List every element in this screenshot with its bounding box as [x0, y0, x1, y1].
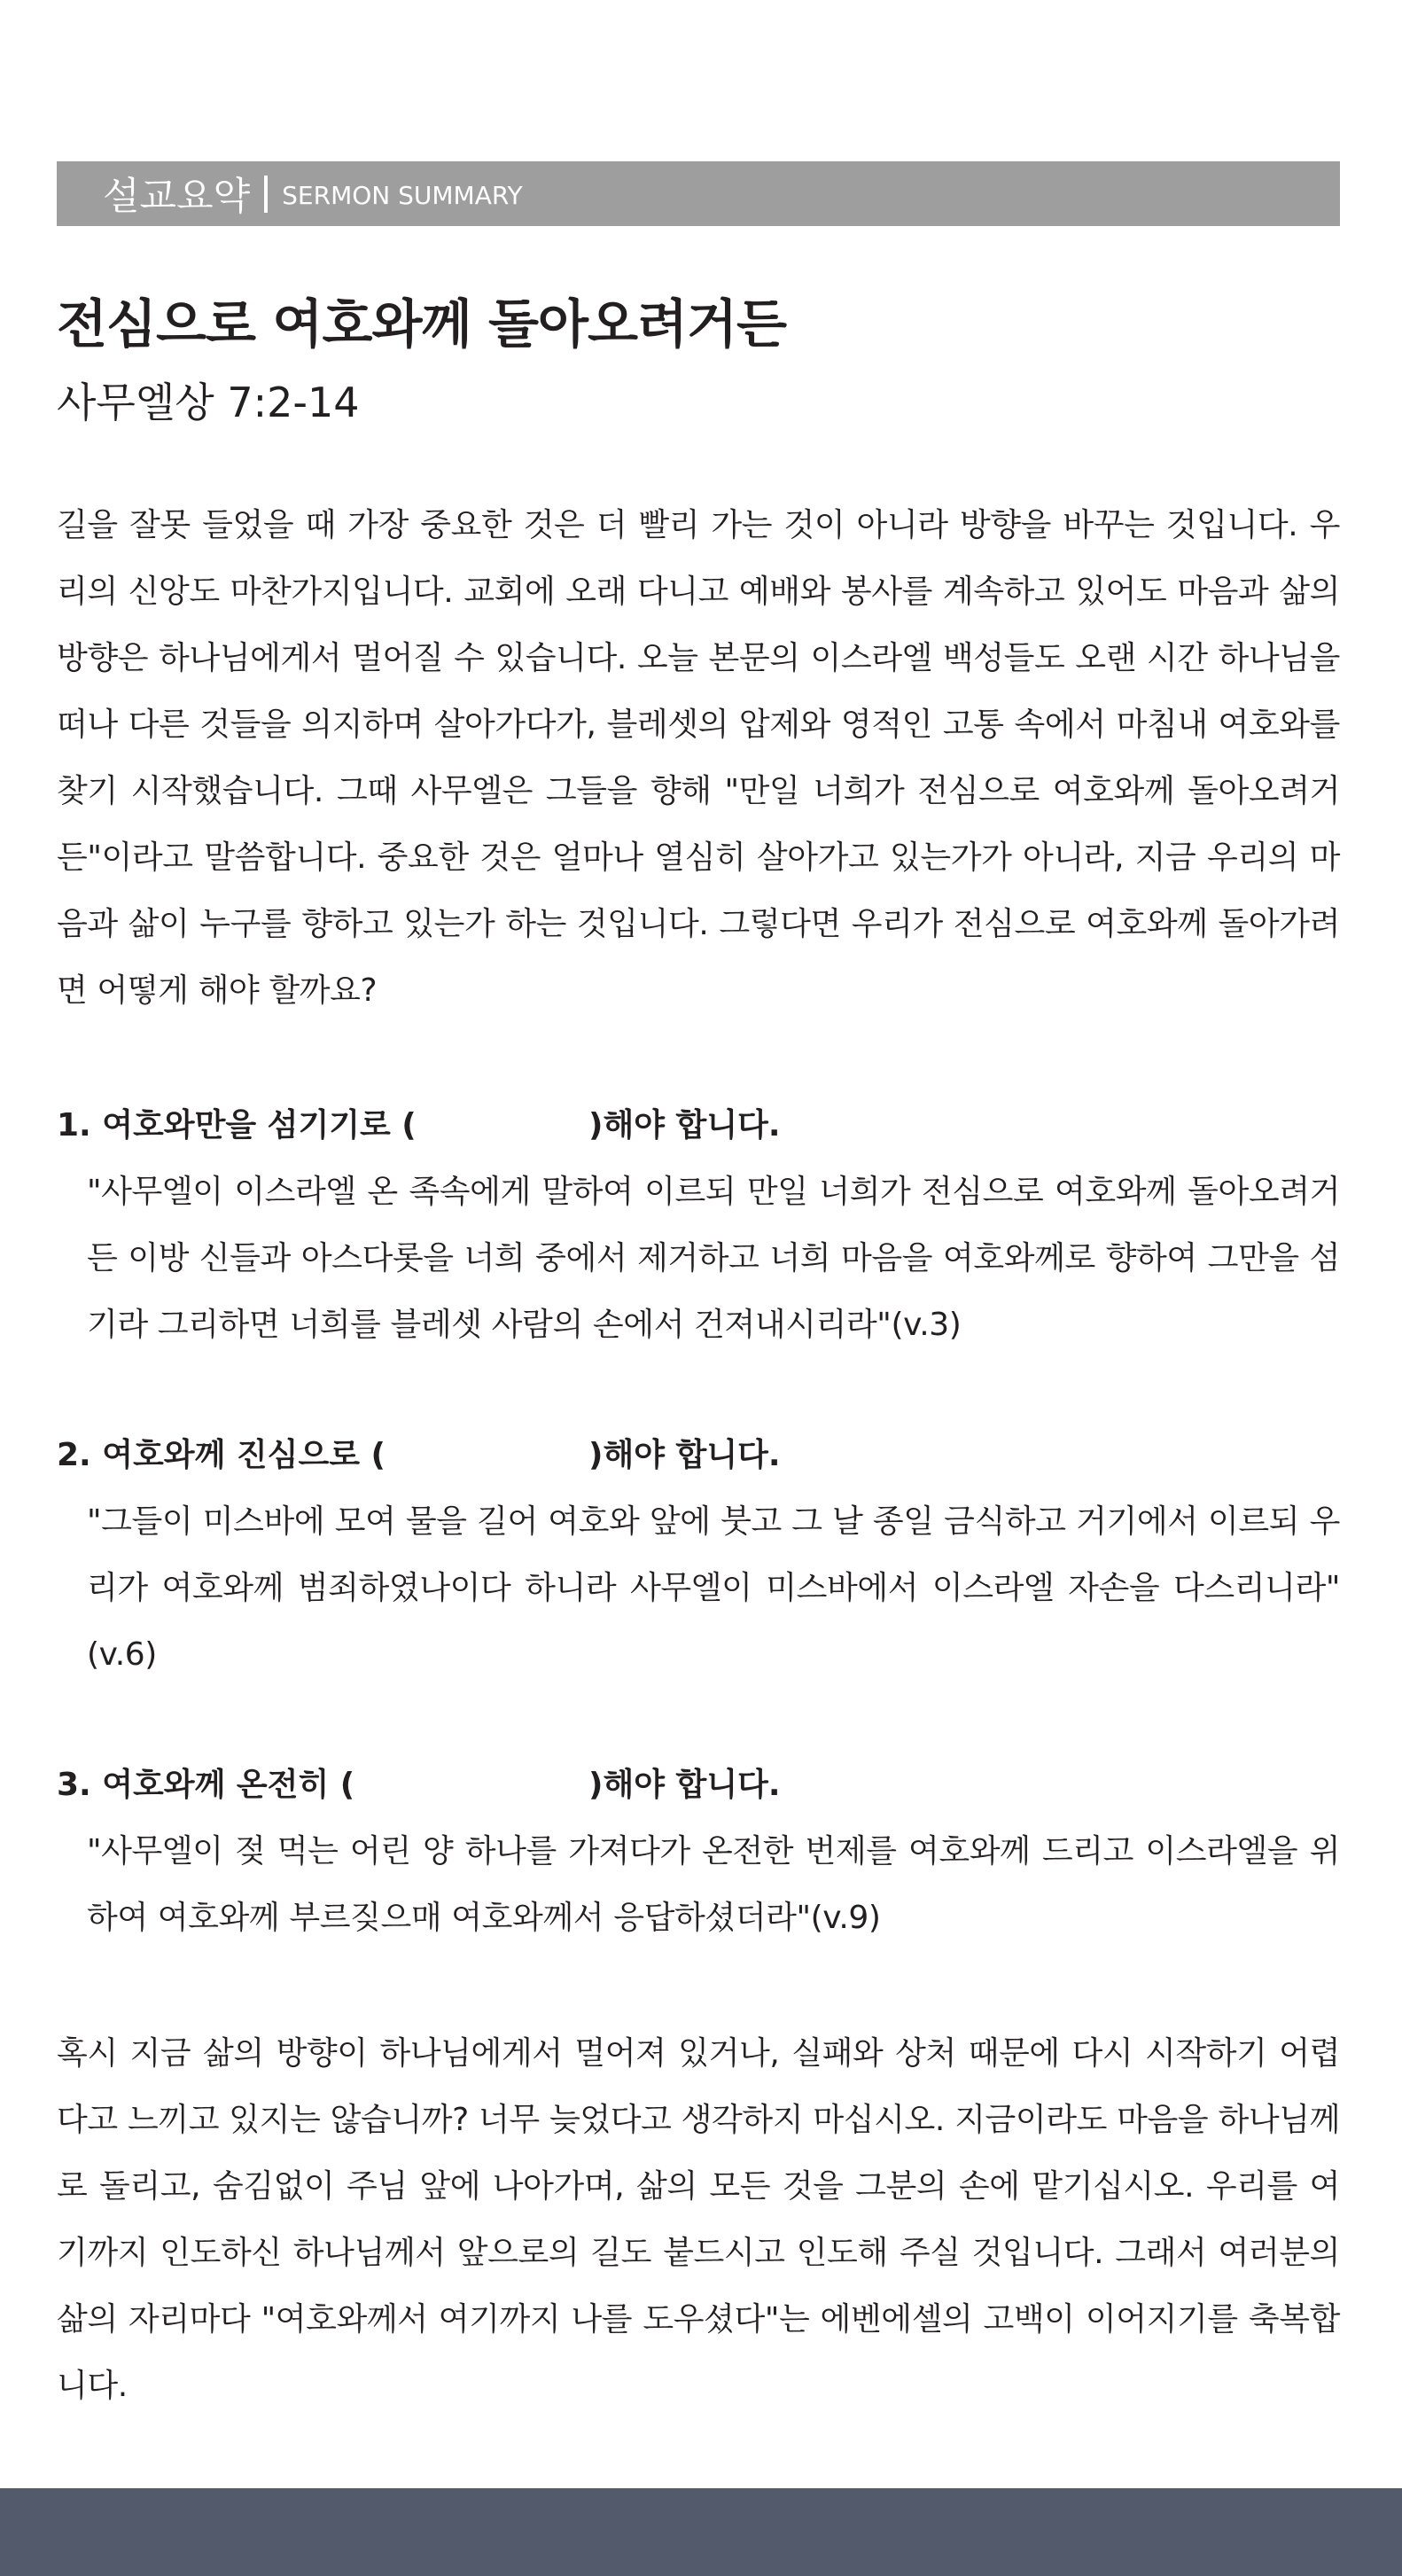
sermon-title: 전심으로 여호와께 돌아오려거든 — [57, 293, 786, 355]
point-scripture-quote: "사무엘이 이스라엘 온 족속에게 말하여 이르되 만일 너희가 전심으로 여호와께 돌아오려거든 이방 신들과 아스다롯을 너희 중에서 제거하고 너희 마음을 여호와께로 향하여 그만을 섬기라 그리하면 너희를 블레셋 사람의 손에서 건져내시리라"(v.3) — [87, 1174, 1340, 1343]
section-label-korean: 설교요약 — [103, 175, 251, 219]
point-heading-prefix: 2. 여호와께 진심으로 ( — [57, 1437, 386, 1473]
section-label-divider — [264, 176, 268, 213]
sermon-point-3 — [57, 1752, 1340, 1951]
point-heading-suffix: )해야 합니다. — [588, 1437, 781, 1473]
point-scripture-quote: "그들이 미스바에 모여 물을 길어 여호와 앞에 붓고 그 날 종일 금식하고 거기에서 이르되 우리가 여호와께 범죄하였나이다 하니라 사무엘이 미스바에서 이스라엘 자손을 다스리니라"(v.6) — [87, 1503, 1340, 1673]
scripture-reference: 사무엘상 7:2-14 — [57, 379, 360, 426]
section-header-bar — [57, 161, 1340, 226]
point-heading — [57, 1092, 1340, 1159]
point-heading-suffix: )해야 합니다. — [588, 1767, 781, 1803]
intro-paragraph: 길을 잘못 들었을 때 가장 중요한 것은 더 빨리 가는 것이 아니라 방향을 바꾸는 것입니다. 우리의 신앙도 마찬가지입니다. 교회에 오래 다니고 예배와 봉사를 계속하고 있어도 마음과 삶의 방향은 하나님에게서 멀어질 수 있습니다. 오늘 본문의 이스라엘 백성들도 오랜 시간 하나님을 떠나 다른 것들을 의지하며 살아가다가, 블레셋의 압제와 영적인 고통 속에서 마침내 여호와를 찾기 시작했습니다. 그때 사무엘은 그들을 향해 "만일 너희가 전심으로 여호와께 돌아오려거든"이라고 말씀합니다. 중요한 것은 얼마나 열심히 살아가고 있는가가 아니라, 지금 우리의 마음과 삶이 누구를 향하고 있는가 하는 것입니다. 그렇다면 우리가 전심으로 여호와께 돌아가려면 어떻게 해야 할까요? — [57, 507, 1340, 1009]
point-heading-suffix: )해야 합니다. — [588, 1107, 781, 1144]
point-heading-prefix: 1. 여호와만을 섬기기로 ( — [57, 1107, 417, 1144]
point-scripture-quote: "사무엘이 젖 먹는 어린 양 하나를 가져다가 온전한 번제를 여호와께 드리고 이스라엘을 위하여 여호와께 부르짖으매 여호와께서 응답하셨더라"(v.9) — [87, 1833, 1340, 1936]
section-label-english: SERMON SUMMARY — [282, 181, 523, 210]
footer-bar — [0, 2488, 1402, 2576]
point-heading — [57, 1752, 1340, 1818]
point-heading-prefix: 3. 여호와께 온전히 ( — [57, 1767, 355, 1803]
sermon-point-2 — [57, 1422, 1340, 1688]
point-heading — [57, 1422, 1340, 1488]
closing-paragraph: 혹시 지금 삶의 방향이 하나님에게서 멀어져 있거나, 실패와 상처 때문에 다시 시작하기 어렵다고 느끼고 있지는 않습니까? 너무 늦었다고 생각하지 마십시오. 지금이라도 마음을 하나님께로 돌리고, 숨김없이 주님 앞에 나아가며, 삶의 모든 것을 그분의 손에 맡기십시오. 우리를 여기까지 인도하신 하나님께서 앞으로의 길도 붙드시고 인도해 주실 것입니다. 그래서 여러분의 삶의 자리마다 "여호와께서 여기까지 나를 도우셨다"는 에벤에셀의 고백이 이어지기를 축복합니다. — [57, 2035, 1340, 2404]
sermon-point-1 — [57, 1092, 1340, 1358]
